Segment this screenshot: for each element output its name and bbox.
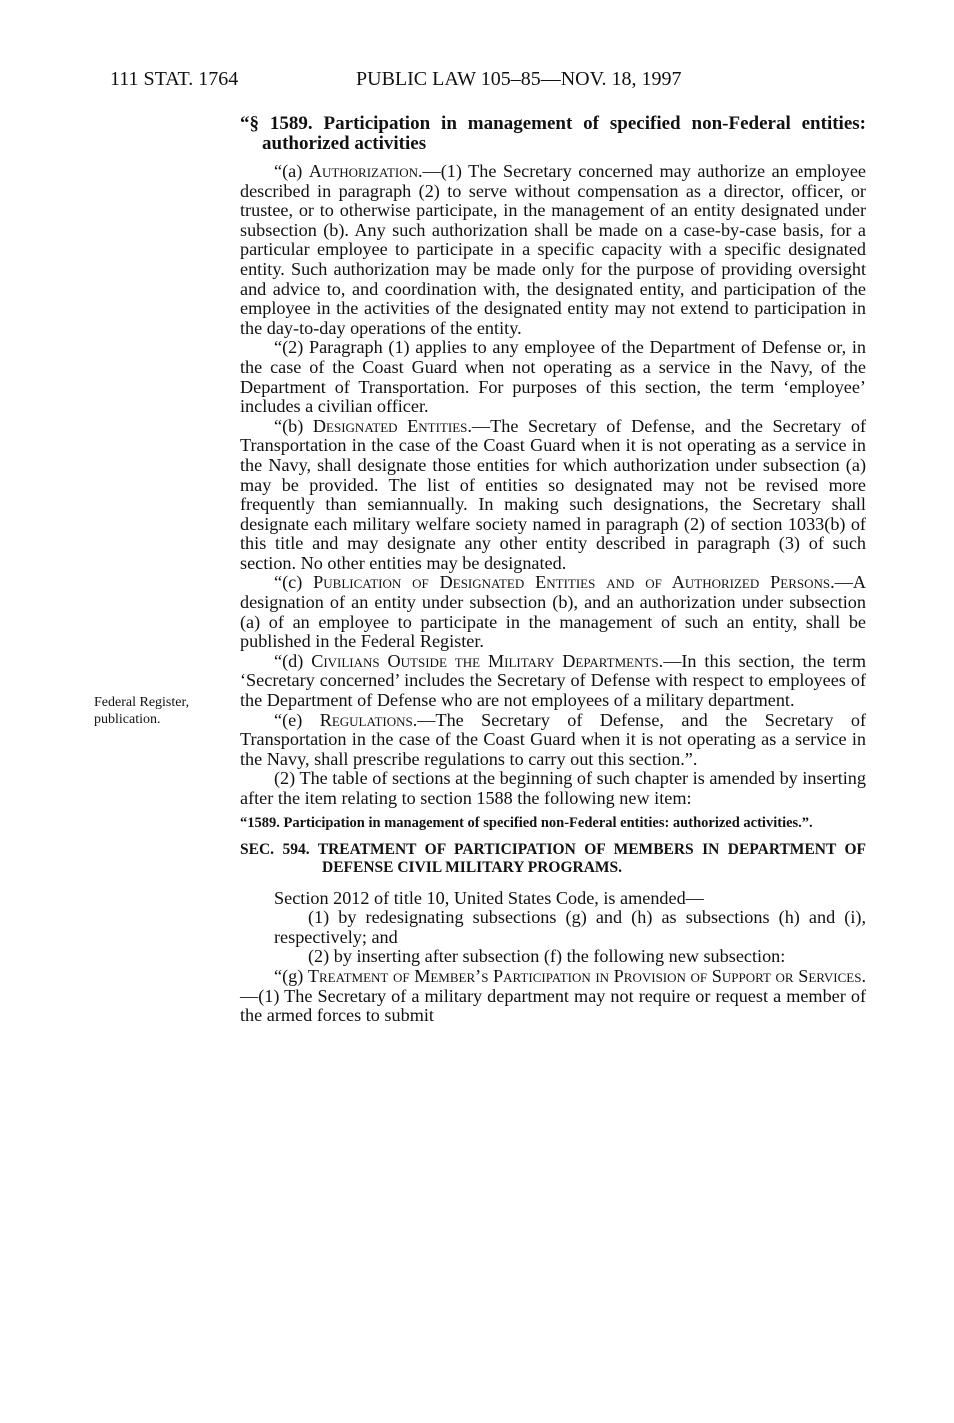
section-594-item-1: (1) by redesignating subsections (g) and (h) as subsections (h) and (i), respectively; and — [274, 907, 866, 947]
subsection-e: “(e) Regulations.—The Secretary of Defense, and the Secretary of Transportation in the case of the Coast Guard when it is not operating as a service in the Navy, shall prescribe regulations to carry out this section.”. — [240, 709, 867, 769]
section-594-heading: SEC. 594. TREATMENT OF PARTICIPATION OF MEMBERS IN DEPARTMENT OF DEFENSE CIVIL MILITARY PROGRAMS. — [240, 840, 866, 876]
law-reference: PUBLIC LAW 105–85—NOV. 18, 1997 — [356, 68, 682, 90]
subsection-b: “(b) Designated Entities.—The Secretary of Defense, and the Secretary of Transportation in the case of the Coast Guard when it is not operating as a service in the Navy, shall designate those entities for which authorization under subsection (a) may be provided. The list of entities so designated may not be revised more frequently than semiannually. In making such designations, the Secretary shall designate each military welfare society named in paragraph (2) of section 1033(b) of this title and may designate any other entity described in paragraph (3) of such section. No other entities may be designated. — [240, 415, 866, 573]
subsection-b-label: Designated Entities — [312, 415, 468, 436]
page-reference: 111 STAT. 1764 — [110, 68, 239, 90]
paragraph-a2: “(2) Paragraph (1) applies to any employee of the Department of Defense or, in the case of the Coast Guard when not operating as a service in the Navy, of the Department of Transportation. For purposes of this section, the term ‘employee’ includes a civilian officer. — [240, 337, 866, 417]
subsection-c: “(c) Publication of Designated Entities and of Authorized Persons.—A designation of an entity under subsection (b), and an authorization under subsection (a) of an employee to participate in the management of such an entity, shall be published in the Federal Register. — [240, 572, 866, 652]
paragraph-2: (2) The table of sections at the beginning of such chapter is amended by inserting after the item relating to section 1588 the following new item: — [240, 768, 866, 808]
text-column — [240, 114, 866, 1026]
subsection-g: “(g) Treatment of Member’s Participation in Provision of Support or Services.—(1) The Secretary of a military department may not require or request a member of the armed forces to submit — [240, 965, 867, 1026]
subsection-a: “(a) Authorization.—(1) The Secretary concerned may authorize an employee described in paragraph (2) to serve without compensation as a director, officer, or trustee, or to otherwise participate, in the management of an entity designated under subsection (b). Any such authorization shall be made on a case-by-case basis, for a particular employee to participate in a specific capacity with a specific designated entity. Such authorization may be made only for the purpose of providing oversight and advice to, and coordination with, the designated entity, and participation of the employee in the activities of the designated entity may not extend to participation in the day-to-day operations of the entity. — [240, 161, 866, 338]
section-594-item-2: (2) by inserting after subsection (f) the following new subsection: — [308, 946, 786, 967]
margin-note-federal-register: Federal Register, publication. — [94, 695, 190, 727]
table-of-sections-item: “1589. Participation in management of specified non-Federal entities: authorized activities.”. — [240, 814, 813, 831]
subsection-a-label: Authorization — [308, 161, 418, 181]
subsection-c-label: Publication of Designated Entities and of Authorized Persons — [313, 572, 831, 593]
subsection-d-label: Civilians Outside the Military Departments — [311, 650, 659, 671]
subsection-e-label: Regulations — [319, 709, 413, 730]
subsection-d: “(d) Civilians Outside the Military Departments.—In this section, the term ‘Secretary concerned’ includes the Secretary of Defense with respect to employees of the Department of Defense who are not employees of a military department. — [240, 650, 866, 711]
subsection-g-label: Treatment of Member’s Participation in Provision of Support or Services — [307, 965, 862, 986]
section-594-intro: Section 2012 of title 10, United States Code, is amended— — [274, 887, 704, 908]
section-1589-heading: “§ 1589. Participation in management of specified non-Federal entities: authorized activities — [240, 113, 866, 154]
